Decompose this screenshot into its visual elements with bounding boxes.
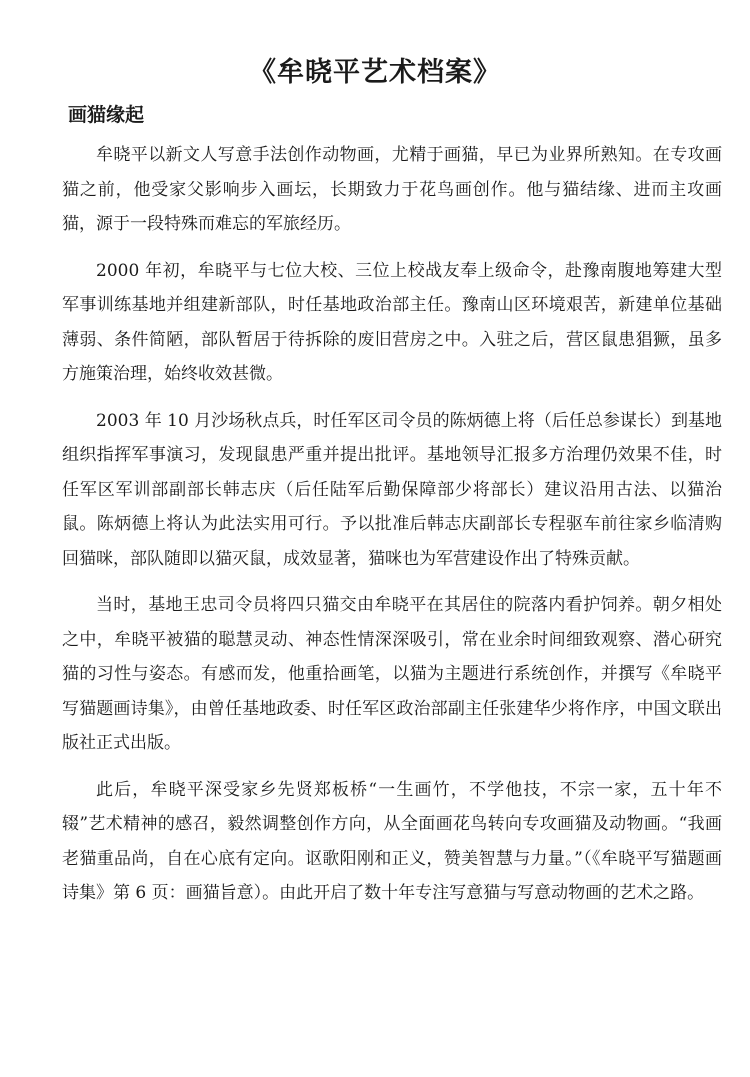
paragraph: 2000 年初，牟晓平与七位大校、三位上校战友奉上级命令，赴豫南腹地筹建大型军事训练基地并组建新部队，时任基地政治部主任。豫南山区环境艰苦，新建单位基础薄弱、条件简陋，部队暂居于待拆除的废旧营房之中。入驻之后，营区鼠患猖獗，虽多方施策治理，始终收效甚微。 <box>62 260 722 384</box>
paragraph: 当时，基地王忠司令员将四只猫交由牟晓平在其居住的院落内看护饲养。朝夕相处之中，牟晓平被猫的聪慧灵动、神态性情深深吸引，常在业余时间细致观察、潜心研究猫的习性与姿态。有感而发，他重拾画笔，以猫为主题进行系统创作，并撰写《牟晓平写猫题画诗集》，由曾任基地政委、时任军区政治部副主任张建华少将作序，中国文联出版社正式出版。 <box>62 595 722 753</box>
paragraph: 此后，牟晓平深受家乡先贤郑板桥“一生画竹，不学他技，不宗一家，五十年不辍”艺术精神的感召，毅然调整创作方向，从全面画花鸟转向专攻画猫及动物画。“我画老猫重品尚，自在心底有定向。讴歌阳刚和正义，赞美智慧与力量。”（《牟晓平写猫题画诗集》第 6 页：画猫旨意）。由此开启了数十年专注写意猫与写意动物画的艺术之路。 <box>62 779 722 903</box>
paragraph: 牟晓平以新文人写意手法创作动物画，尤精于画猫，早已为业界所熟知。在专攻画猫之前，他受家父影响步入画坛，长期致力于花鸟画创作。他与猫结缘、进而主攻画猫，源于一段特殊而难忘的军旅经历。 <box>62 145 722 234</box>
document-body <box>62 138 722 923</box>
document-title: 《牟晓平艺术档案》 <box>249 57 501 88</box>
section-heading: 画猫缘起 <box>68 104 145 126</box>
paragraph: 2003 年 10 月沙场秋点兵，时任军区司令员的陈炳德上将（后任总参谋长）到基地组织指挥军事演习，发现鼠患严重并提出批评。基地领导汇报多方治理仍效果不佳，时任军区军训部副部长韩志庆（后任陆军后勤保障部少将部长）建议沿用古法、以猫治鼠。陈炳德上将认为此法实用可行。予以批准后韩志庆副部长专程驱车前往家乡临清购回猫咪，部队随即以猫灭鼠，成效显著，猫咪也为军营建设作出了特殊贡献。 <box>62 410 722 569</box>
